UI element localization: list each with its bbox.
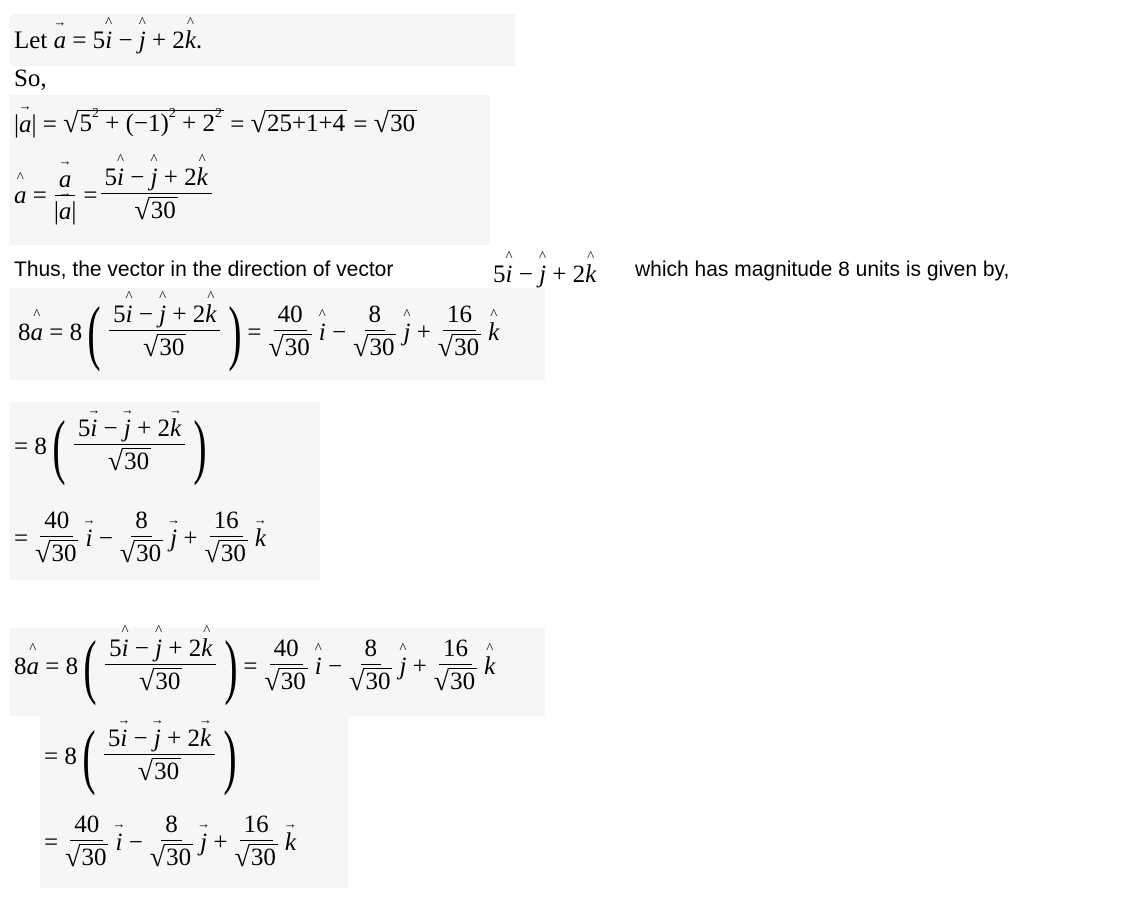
vector-a: a → [54, 28, 67, 53]
inline-vector: 5 i ^ − j ^ + 2 k ^ [493, 262, 596, 287]
scaled-vector-line-4: 8 a ^ = 8 ( 5i ^ − j ^ + 2k ^ √ 30 ) = 40 √ 30 i ^ − 8 √ 30 j ^ + 16 √ 30 k ^ [14, 634, 495, 699]
sum-radicand: 25+1+4 [266, 110, 346, 137]
so-label: So, [14, 65, 47, 92]
scaled-vector-line-2: = 8 ( 5i → − j → + 2k → √ 30 ) [14, 414, 212, 479]
unit-vector-line: a ^ = $\frac{a \to}{|a \to|}$ = 5i ^ − j ^ + 2k ^ √ 30 [14, 165, 215, 225]
let-line: Let a → = 5 i ^ − j ^ + 2 k ^ . [14, 28, 202, 53]
scaled-vector-line-5: = 8 ( 5i → − j → + 2k → √ 30 ) [44, 724, 242, 789]
thus-text: Thus, the vector in the direction of vector [14, 258, 394, 281]
scaled-vector-line-3: = 40 √ 30 i → − 8 √ 30 j → + 16 √ 30 k → [14, 508, 266, 568]
magnitude-line: | a → | = √ $5^2 + (-1)^2 + 2^2$ = √ 25+1+4 = √ 30 [14, 110, 417, 138]
scaled-vector-line-6: = 40 √ 30 i → − 8 √ 30 j → + 16 √ 30 k → [44, 812, 296, 872]
let-label: Let [14, 27, 48, 54]
magnitude-text: which has magnitude 8 units is given by, [635, 258, 1010, 281]
scaled-vector-line-1: 8 a ^ = 8 ( 5i ^ − j ^ + 2k ^ √ 30 ) = 40 √ 30 i ^ − 8 √ 30 j ^ + 16 √ 30 k ^ [18, 300, 499, 365]
